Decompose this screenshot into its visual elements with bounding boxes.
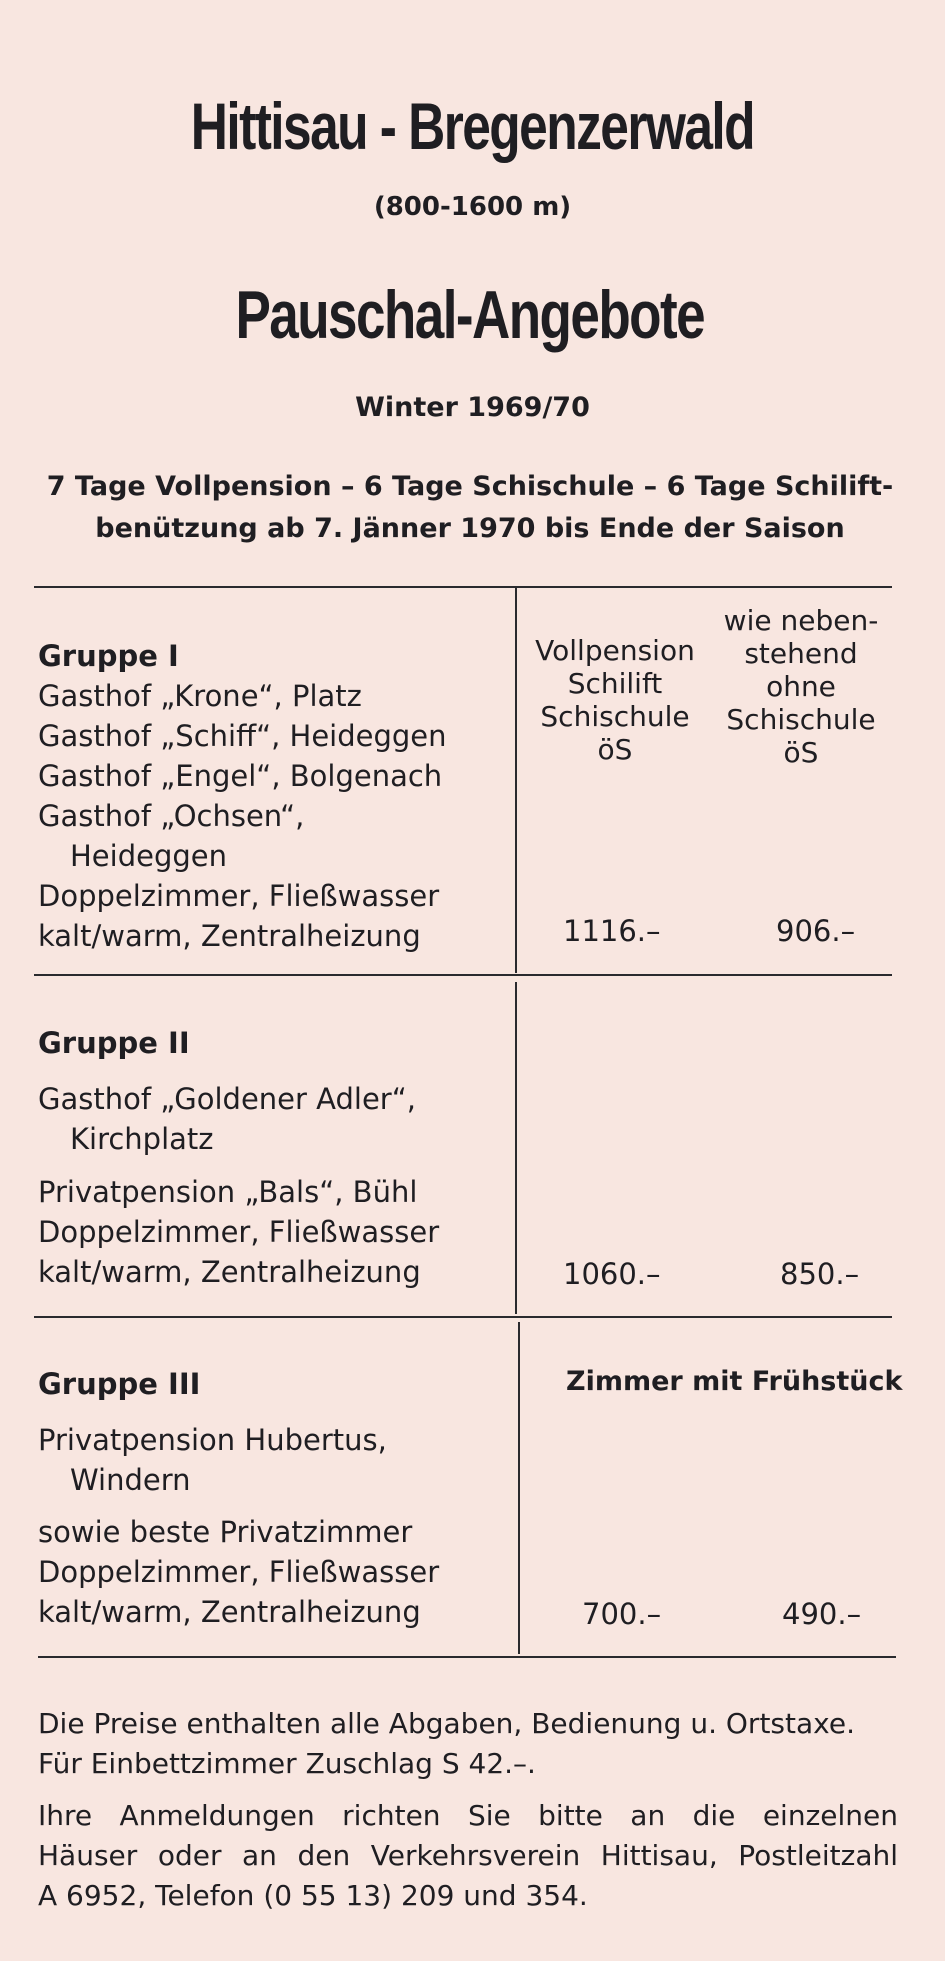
column-divider-2 bbox=[515, 982, 517, 1314]
offer-line-2: benützung ab 7. Jänner 1970 bis Ende der Saison bbox=[95, 513, 845, 544]
group-2-line: Kirchplatz bbox=[70, 1122, 214, 1156]
column-header-full-package: Vollpension Schilift Schischule öS bbox=[535, 634, 695, 766]
group-1-line: Heideggen bbox=[70, 839, 227, 873]
booking-info-line: A 6952, Telefon (0 55 13) 209 und 354. bbox=[38, 1879, 588, 1912]
group-2-line: Doppelzimmer, Fließwasser bbox=[38, 1215, 440, 1249]
season-label: Winter 1969/70 bbox=[355, 392, 590, 423]
offer-description bbox=[30, 466, 910, 550]
group-1-price-full: 1116.– bbox=[563, 914, 661, 948]
row-divider-1 bbox=[34, 974, 892, 976]
group-1-line: Gasthof „Engel“, Bolgenach bbox=[38, 759, 443, 793]
column-divider-3 bbox=[518, 1322, 520, 1654]
page-subtitle: Pauschal-Angebote bbox=[235, 277, 705, 353]
row-divider-2 bbox=[34, 1316, 892, 1318]
table-top-rule bbox=[34, 586, 892, 588]
group-3-price-reduced: 490.– bbox=[782, 1597, 862, 1631]
group-1-line: kalt/warm, Zentralheizung bbox=[38, 919, 421, 953]
booking-info-line: Häuser oder an den Verkehrsverein Hittisau, Postleitzahl bbox=[38, 1839, 898, 1872]
offer-line-1: 7 Tage Vollpension – 6 Tage Schischule – 6 Tage Schilift- bbox=[46, 471, 894, 502]
altitude-range: (800-1600 m) bbox=[373, 192, 572, 222]
group-3-lines-b bbox=[38, 1512, 439, 1632]
group-3-line: Privatpension Hubertus, bbox=[38, 1423, 387, 1457]
group-2-lines-a bbox=[38, 1079, 416, 1159]
price-note-line: Für Einbettzimmer Zuschlag S 42.–. bbox=[38, 1747, 536, 1780]
group-1-line: Gasthof „Schiff“, Heideggen bbox=[38, 719, 447, 753]
group-3-line: Doppelzimmer, Fließwasser bbox=[38, 1555, 440, 1589]
group-3-line: sowie beste Privatzimmer bbox=[38, 1515, 413, 1549]
group-3-price-full: 700.– bbox=[582, 1597, 662, 1631]
table-bottom-rule bbox=[38, 1656, 896, 1658]
group-2-line: Privatpension „Bals“, Bühl bbox=[38, 1175, 418, 1209]
group-1 bbox=[38, 636, 447, 956]
group-3-lines-a bbox=[38, 1420, 387, 1500]
column-header-without-ski-school: wie neben- stehend ohne Schischule öS bbox=[723, 604, 879, 769]
booking-info-line: Ihre Anmeldungen richten Sie bitte an die einzelnen bbox=[38, 1799, 898, 1832]
group-1-line: Gasthof „Ochsen“, bbox=[38, 799, 305, 833]
group-2-line: Gasthof „Goldener Adler“, bbox=[38, 1082, 416, 1116]
group-1-title: Gruppe I bbox=[38, 639, 179, 673]
price-note-line: Die Preise enthalten alle Abgaben, Bedienung u. Ortstaxe. bbox=[38, 1707, 855, 1740]
group-1-line: Gasthof „Krone“, Platz bbox=[38, 679, 362, 713]
group-3-note: Zimmer mit Frühstück bbox=[566, 1366, 903, 1397]
group-1-line: Doppelzimmer, Fließwasser bbox=[38, 879, 440, 913]
group-2-line: kalt/warm, Zentralheizung bbox=[38, 1255, 421, 1289]
page-title: Hittisau - Bregenzerwald bbox=[190, 89, 755, 163]
group-3-line: Windern bbox=[70, 1463, 191, 1497]
group-2-lines-b bbox=[38, 1172, 439, 1292]
group-2-title: Gruppe II bbox=[38, 1026, 190, 1060]
group-2-price-reduced: 850.– bbox=[780, 1257, 860, 1291]
booking-info bbox=[38, 1796, 898, 1916]
group-3-title: Gruppe III bbox=[38, 1367, 201, 1401]
price-notes bbox=[38, 1704, 898, 1784]
group-1-price-reduced: 906.– bbox=[776, 914, 856, 948]
group-2-price-full: 1060.– bbox=[563, 1257, 661, 1291]
column-divider-1 bbox=[515, 588, 517, 973]
group-3-line: kalt/warm, Zentralheizung bbox=[38, 1595, 421, 1629]
